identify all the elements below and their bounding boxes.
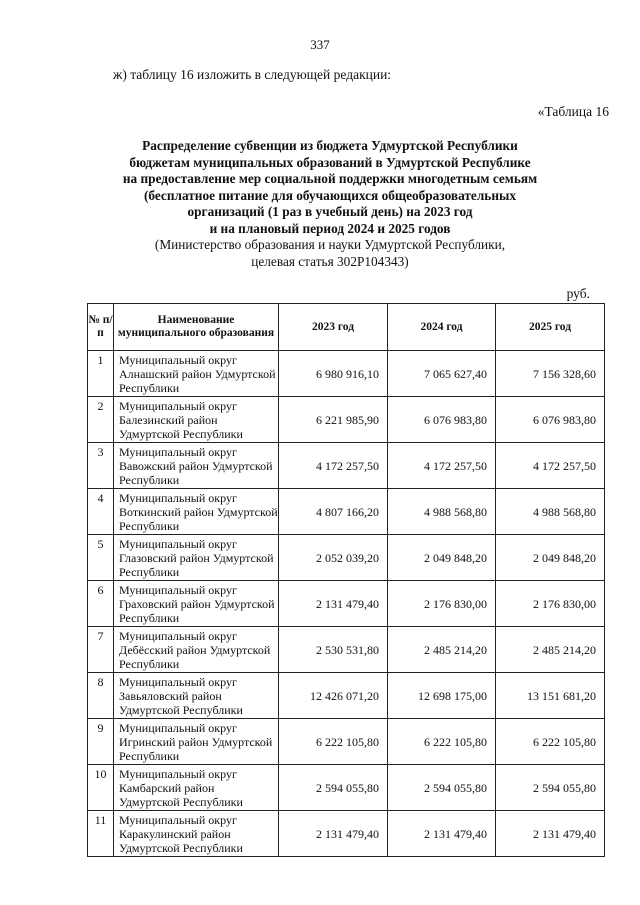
table-row [88,765,605,811]
table-row [88,627,605,673]
value-2023: 6 980 916,10 [279,351,388,397]
value-2025: 2 594 055,80 [496,765,605,811]
value-2023: 2 594 055,80 [279,765,388,811]
row-number: 6 [88,581,114,627]
row-number: 2 [88,397,114,443]
subsidy-table [87,303,605,857]
value-2024: 2 049 848,20 [388,535,496,581]
table-row [88,397,605,443]
municipality-name: Муниципальный округ Воткинский район Удмуртской Республики [114,489,279,535]
table-row [88,489,605,535]
value-2023: 2 131 479,40 [279,581,388,627]
table-row [88,719,605,765]
municipality-name: Муниципальный округ Балезинский район Удмуртской Республики [114,397,279,443]
value-2024: 6 076 983,80 [388,397,496,443]
table-row [88,535,605,581]
value-2023: 2 052 039,20 [279,535,388,581]
value-2025: 6 222 105,80 [496,719,605,765]
value-2025: 13 151 681,20 [496,673,605,719]
table-row [88,581,605,627]
municipality-name: Муниципальный округ Дебёсский район Удмуртской Республики [114,627,279,673]
municipality-name: Муниципальный округ Каракулинский район Удмуртской Республики [114,811,279,857]
value-2025: 4 988 568,80 [496,489,605,535]
value-2024: 6 222 105,80 [388,719,496,765]
value-2025: 2 049 848,20 [496,535,605,581]
value-2025: 7 156 328,60 [496,351,605,397]
row-number: 7 [88,627,114,673]
header-num: № п/п [88,304,114,351]
currency-unit: руб. [566,286,590,301]
table-body [88,351,605,857]
intro-text: ж) таблицу 16 изложить в следующей редакции: [113,67,392,82]
value-2023: 6 221 985,90 [279,397,388,443]
title-line: Распределение субвенции из бюджета Удмуртской Республики [142,138,518,153]
value-2024: 4 172 257,50 [388,443,496,489]
title-subline: (Министерство образования и науки Удмуртской Республики, [154,237,506,252]
value-2024: 2 485 214,20 [388,627,496,673]
row-number: 3 [88,443,114,489]
table-header-row [88,304,605,351]
title-line: (бесплатное питание для обучающихся общеобразовательных [143,187,517,203]
title-line: бюджетам муниципальных образований в Удмуртской Республике [129,154,531,170]
document-title [60,138,600,270]
value-2024: 2 131 479,40 [388,811,496,857]
header-2024: 2024 год [388,304,496,351]
table-row [88,351,605,397]
municipality-name: Муниципальный округ Игринский район Удмуртской Республики [114,719,279,765]
value-2024: 7 065 627,40 [388,351,496,397]
row-number: 11 [88,811,114,857]
value-2025: 6 076 983,80 [496,397,605,443]
value-2023: 12 426 071,20 [279,673,388,719]
row-number: 5 [88,535,114,581]
page-number: 337 [310,37,330,52]
value-2023: 4 172 257,50 [279,443,388,489]
value-2025: 2 485 214,20 [496,627,605,673]
value-2025: 2 131 479,40 [496,811,605,857]
municipality-name: Муниципальный округ Глазовский район Удмуртской Республики [114,535,279,581]
municipality-name: Муниципальный округ Алнашский район Удмуртской Республики [114,351,279,397]
value-2023: 4 807 166,20 [279,489,388,535]
row-number: 4 [88,489,114,535]
table-row [88,443,605,489]
row-number: 10 [88,765,114,811]
table-row [88,673,605,719]
municipality-name: Муниципальный округ Завьяловский район Удмуртской Республики [114,673,279,719]
municipality-name: Муниципальный округ Камбарский район Удмуртской Республики [114,765,279,811]
row-number: 8 [88,673,114,719]
table-reference: «Таблица 16 [537,104,609,119]
header-2023: 2023 год [279,304,388,351]
value-2023: 6 222 105,80 [279,719,388,765]
title-line: и на плановый период 2024 и 2025 годов [209,220,451,236]
header-2025: 2025 год [496,304,605,351]
value-2024: 2 176 830,00 [388,581,496,627]
title-line: на предоставление мер социальной поддержки многодетным семьям [122,171,538,186]
value-2023: 2 530 531,80 [279,627,388,673]
municipality-name: Муниципальный округ Вавожский район Удмуртской Республики [114,443,279,489]
value-2024: 4 988 568,80 [388,489,496,535]
row-number: 1 [88,351,114,397]
value-2025: 2 176 830,00 [496,581,605,627]
value-2025: 4 172 257,50 [496,443,605,489]
value-2023: 2 131 479,40 [279,811,388,857]
value-2024: 12 698 175,00 [388,673,496,719]
municipality-name: Муниципальный округ Граховский район Удмуртской Республики [114,581,279,627]
title-subline: целевая статья 302Р104343) [251,253,409,269]
row-number: 9 [88,719,114,765]
header-name: Наименование муниципального образования [114,304,279,351]
table-row [88,811,605,857]
title-line: организаций (1 раз в учебный день) на 2023 год [187,204,473,219]
value-2024: 2 594 055,80 [388,765,496,811]
